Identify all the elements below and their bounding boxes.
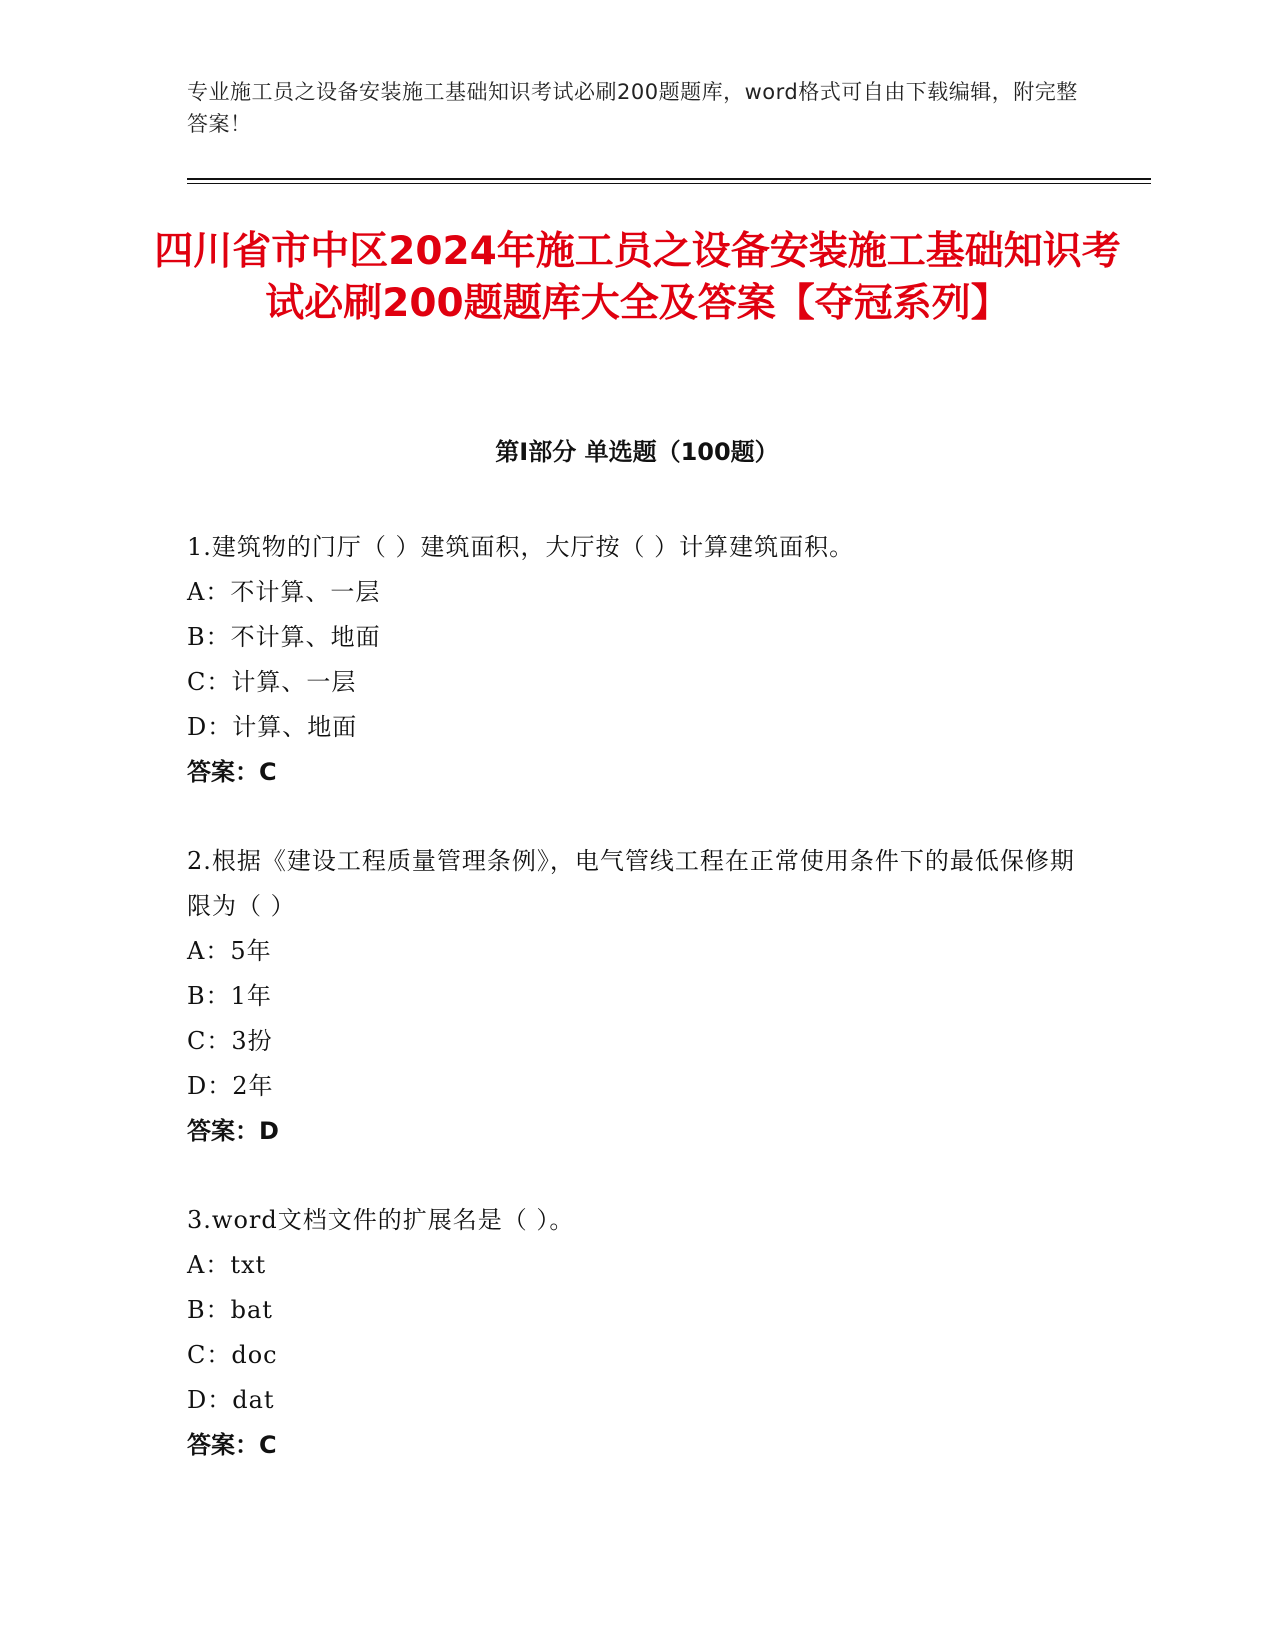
question-option-d: D：dat [187, 1386, 275, 1414]
question-option-a: A：不计算、一层 [187, 578, 381, 606]
question-item [187, 1198, 1087, 1468]
document-title: 四川省市中区2024年施工员之设备安装施工基础知识考试必刷200题题库大全及答案【夺冠系列】 [154, 229, 1121, 326]
question-option-c: C：计算、一层 [187, 668, 357, 696]
question-option-d: D：2年 [187, 1072, 274, 1100]
question-list [187, 525, 1087, 1512]
question-option-c: C：3扮 [187, 1027, 273, 1055]
question-option-c: C：doc [187, 1341, 278, 1369]
section-title: 第Ⅰ部分 单选题（100题） [495, 438, 779, 466]
question-option-b: B：bat [187, 1296, 273, 1324]
question-option-a: A：5年 [187, 937, 272, 965]
header-note: 专业施工员之设备安装施工基础知识考试必刷200题题库，word格式可自由下载编辑，附完整答案！ [187, 80, 1078, 136]
header-divider-thin [187, 183, 1151, 184]
question-stem: 3.word文档文件的扩展名是（ ）。 [187, 1206, 575, 1234]
question-item [187, 839, 1087, 1154]
question-answer: 答案：C [187, 1431, 277, 1459]
question-answer: 答案：D [187, 1117, 279, 1145]
question-option-d: D：计算、地面 [187, 713, 358, 741]
question-option-b: B：1年 [187, 982, 272, 1010]
question-stem: 1.建筑物的门厅（ ）建筑面积，大厅按（ ）计算建筑面积。 [187, 533, 855, 561]
question-item [187, 525, 1087, 795]
question-stem: 2.根据《建设工程质量管理条例》，电气管线工程在正常使用条件下的最低保修期限为（ ） [187, 847, 1075, 920]
header-divider-thick [187, 178, 1151, 180]
question-option-b: B：不计算、地面 [187, 623, 381, 651]
question-answer: 答案：C [187, 758, 277, 786]
question-option-a: A：txt [187, 1251, 267, 1279]
